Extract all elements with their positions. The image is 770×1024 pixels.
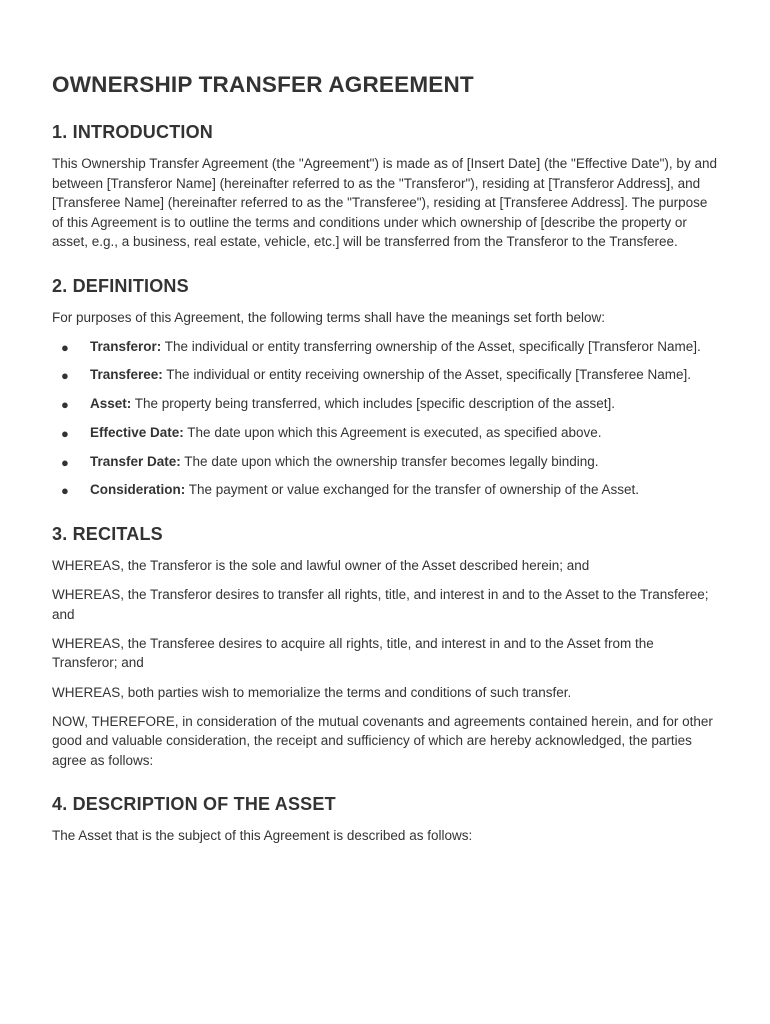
list-item <box>52 394 718 414</box>
definitions-list <box>52 337 718 501</box>
section-heading-introduction: 1. INTRODUCTION <box>52 122 214 142</box>
introduction-paragraph: This Ownership Transfer Agreement (the "Agreement") is made as of [Insert Date] (the "Effective Date"), by and between [Transferor Name] (hereinafter referred to as the "Transferor"), residing at [Transferor Address], and [Transferee Name] (hereinafter referred to as the "Transferee"), residing at [Transferee Address]. The purpose of this Agreement is to outline the terms and conditions under which ownership of [describe the property or asset, e.g., a business, real estate, vehicle, etc.] will be transferred from the Transferor to the Transferee. <box>52 156 717 250</box>
definition-term: Transfer Date: <box>90 453 181 469</box>
definition-term: Transferor: <box>90 338 162 354</box>
recital-paragraph: WHEREAS, the Transferor is the sole and lawful owner of the Asset described herein; and <box>52 558 590 574</box>
section-description <box>52 792 718 846</box>
definition-text: The individual or entity receiving ownership of the Asset, specifically [Transferee Name]. <box>162 367 692 383</box>
definition-text: The date upon which this Agreement is executed, as specified above. <box>183 424 602 440</box>
recital-paragraph: NOW, THEREFORE, in consideration of the mutual covenants and agreements contained herein, and for other good and valuable consideration, the receipt and sufficiency of which are hereby acknowledged, the parties agree as follows: <box>52 713 713 768</box>
bullet-icon: ● <box>61 454 69 470</box>
recital-paragraph: WHEREAS, the Transferee desires to acquire all rights, title, and interest in and to the Asset from the Transferor; and <box>52 635 654 671</box>
bullet-icon: ● <box>61 483 69 499</box>
recital-paragraph: WHEREAS, both parties wish to memorialize the terms and conditions of such transfer. <box>52 684 572 700</box>
definitions-intro: For purposes of this Agreement, the following terms shall have the meanings set forth below: <box>52 309 606 325</box>
section-heading-definitions: 2. DEFINITIONS <box>52 275 189 296</box>
list-item <box>52 480 718 500</box>
description-intro: The Asset that is the subject of this Agreement is described as follows: <box>52 828 473 844</box>
list-item <box>52 337 718 357</box>
recital-paragraph: WHEREAS, the Transferor desires to transfer all rights, title, and interest in and to the Asset to the Transferee; and <box>52 587 709 622</box>
definition-text: The property being transferred, which includes [specific description of the asset]. <box>131 396 616 412</box>
definition-term: Effective Date: <box>90 424 184 440</box>
section-introduction <box>52 120 718 252</box>
bullet-icon: ● <box>61 368 69 384</box>
title-block <box>52 70 718 100</box>
definition-text: The individual or entity transferring ownership of the Asset, specifically [Transferor Name]. <box>161 338 701 354</box>
definition-term: Consideration: <box>90 482 186 498</box>
list-item <box>52 423 718 443</box>
bullet-icon: ● <box>61 425 69 441</box>
list-item <box>52 365 718 385</box>
section-definitions <box>52 274 718 500</box>
section-recitals <box>52 522 718 770</box>
definition-term: Transferee: <box>90 367 163 383</box>
definition-text: The date upon which the ownership transfer becomes legally binding. <box>180 453 599 469</box>
section-heading-recitals: 3. RECITALS <box>52 524 163 545</box>
definition-text: The payment or value exchanged for the transfer of ownership of the Asset. <box>185 482 640 498</box>
definition-term: Asset: <box>90 396 132 412</box>
section-heading-description: 4. DESCRIPTION OF THE ASSET <box>52 794 336 815</box>
bullet-icon: ● <box>61 397 69 413</box>
bullet-icon: ● <box>61 339 69 355</box>
document-title: OWNERSHIP TRANSFER AGREEMENT <box>52 72 474 97</box>
list-item <box>52 452 718 472</box>
